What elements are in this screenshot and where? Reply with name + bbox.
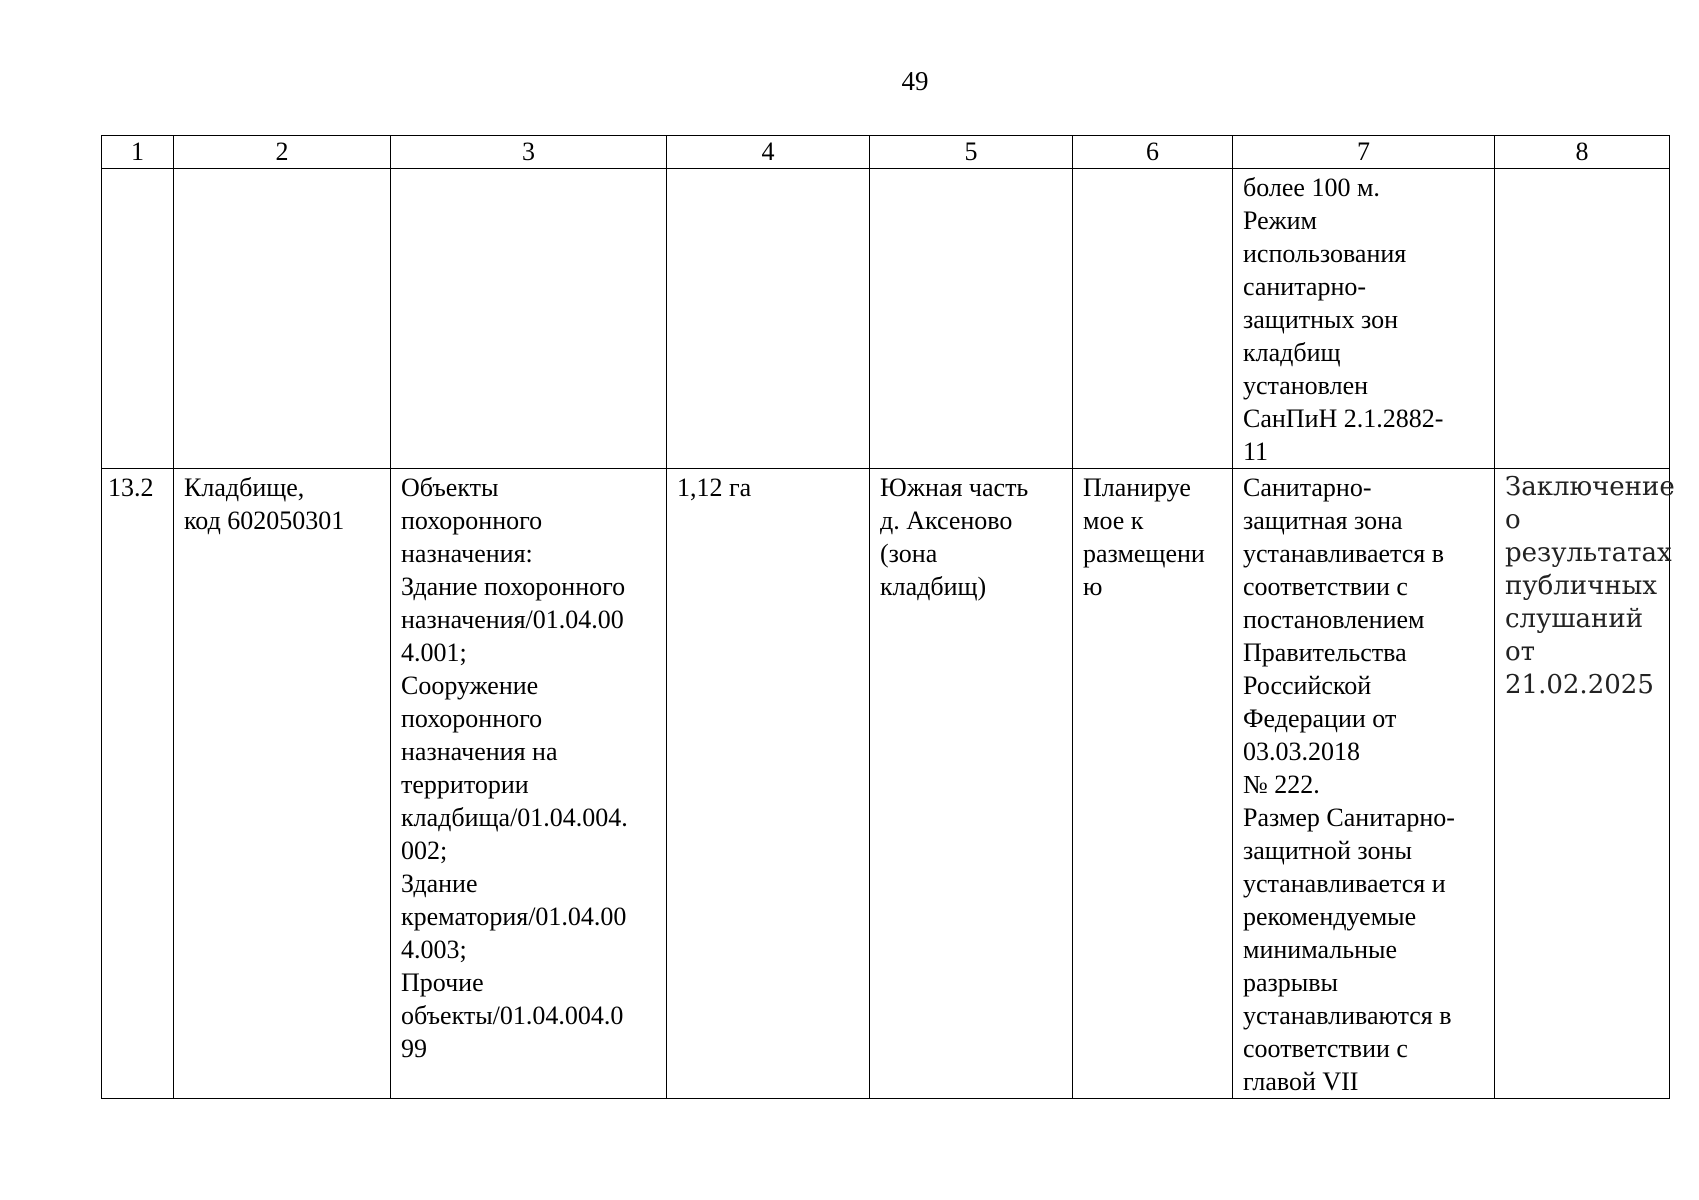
text-line: устанавливается и — [1243, 869, 1446, 898]
cell-empty — [1073, 169, 1233, 469]
text-line: похоронного — [401, 506, 543, 535]
text-line: крематория/01.04.00 — [401, 902, 627, 931]
text-line: объекты/01.04.004.0 — [401, 1001, 624, 1030]
cell-hearing-conclusion — [1495, 469, 1675, 1099]
cell-area: 1,12 га — [667, 469, 870, 1099]
text-line: Режим — [1243, 206, 1317, 235]
text-line: минимальные — [1243, 935, 1397, 964]
text-line: мое к — [1083, 506, 1144, 535]
table-row-continuation — [102, 169, 1670, 469]
cell-empty — [174, 169, 391, 469]
text-line: использования — [1243, 239, 1407, 268]
cell-empty — [391, 169, 667, 469]
text-line: назначения на — [401, 737, 558, 766]
text-line: Заключение — [1505, 472, 1675, 502]
text-line: 21.02.2025 — [1505, 670, 1654, 700]
text-line: Южная часть — [880, 473, 1029, 502]
cell-empty — [1495, 169, 1670, 469]
cell-empty — [870, 169, 1073, 469]
text-line: 03.03.2018 — [1243, 737, 1360, 766]
text-line: СанПиН 2.1.2882- — [1243, 404, 1444, 433]
text-line: Санитарно- — [1243, 473, 1372, 502]
text-line: Объекты — [401, 473, 499, 502]
text-line: (зона — [880, 539, 938, 568]
text-line: ю — [1083, 572, 1103, 601]
text-line: размещени — [1083, 539, 1205, 568]
text-line: устанавливаются в — [1243, 1001, 1452, 1030]
text-line: код 602050301 — [184, 506, 345, 535]
text-line: назначения/01.04.00 — [401, 605, 624, 634]
text-line: кладбищ — [1243, 338, 1341, 367]
text-line: публичных — [1505, 571, 1658, 601]
page-number: 49 — [901, 66, 929, 96]
text-line: территории — [401, 770, 529, 799]
text-line: 11 — [1243, 437, 1269, 466]
text-line: более 100 м. — [1243, 173, 1380, 202]
text-line: кладбищ) — [880, 572, 987, 601]
text-line: Планируе — [1083, 473, 1191, 502]
text-line: Здание похоронного — [401, 572, 626, 601]
text-line: Правительства — [1243, 638, 1407, 667]
cell-row-number: 13.2 — [102, 469, 174, 1099]
table-header-row — [102, 136, 1670, 169]
column-header-8: 8 — [1495, 136, 1670, 169]
column-header-6: 6 — [1073, 136, 1233, 169]
text-line: Российской — [1243, 671, 1372, 700]
text-line: назначения: — [401, 539, 533, 568]
text-line: санитарно- — [1243, 272, 1367, 301]
text-line: № 222. — [1243, 770, 1320, 799]
text-line: Здание — [401, 869, 478, 898]
cell-sanitary-regime-continuation — [1233, 169, 1495, 469]
cell-location — [870, 469, 1073, 1099]
cell-sanitary-zone — [1233, 469, 1495, 1099]
text-line: защитных зон — [1243, 305, 1399, 334]
text-line: Кладбище, — [184, 473, 305, 502]
zones-table — [101, 135, 1675, 1099]
text-line: 002; — [401, 836, 448, 865]
text-line: устанавливается в — [1243, 539, 1445, 568]
text-line: 4.003; — [401, 935, 467, 964]
cell-empty — [667, 169, 870, 469]
column-header-5: 5 — [870, 136, 1073, 169]
text-line: кладбища/01.04.004. — [401, 803, 628, 832]
text-line: главой VII — [1243, 1067, 1359, 1096]
text-line: постановлением — [1243, 605, 1425, 634]
text-line: соответствии с — [1243, 572, 1408, 601]
text-line: защитная зона — [1243, 506, 1403, 535]
column-header-3: 3 — [391, 136, 667, 169]
text-line: о — [1505, 505, 1521, 535]
text-line: соответствии с — [1243, 1034, 1408, 1063]
text-line: защитной зоны — [1243, 836, 1412, 865]
text-line: Федерации от — [1243, 704, 1397, 733]
text-line: рекомендуемые — [1243, 902, 1417, 931]
cell-status — [1073, 469, 1233, 1099]
text-line: слушаний — [1505, 604, 1644, 634]
text-line: Сооружение — [401, 671, 539, 700]
text-line: похоронного — [401, 704, 543, 733]
text-line: Прочие — [401, 968, 484, 997]
column-header-1: 1 — [102, 136, 174, 169]
text-line: установлен — [1243, 371, 1369, 400]
text-line: от — [1505, 637, 1536, 667]
text-line: разрывы — [1243, 968, 1339, 997]
text-line: Размер Санитарно- — [1243, 803, 1455, 832]
cell-empty — [102, 169, 174, 469]
text-line: д. Аксеново — [880, 506, 1013, 535]
text-line: результатах — [1505, 538, 1672, 568]
cell-object-types — [391, 469, 667, 1099]
column-header-2: 2 — [174, 136, 391, 169]
table-row-13-2 — [102, 469, 1670, 1099]
column-header-4: 4 — [667, 136, 870, 169]
text-line: 99 — [401, 1034, 427, 1063]
text-line: 4.001; — [401, 638, 467, 667]
column-header-7: 7 — [1233, 136, 1495, 169]
cell-object-name — [174, 469, 391, 1099]
